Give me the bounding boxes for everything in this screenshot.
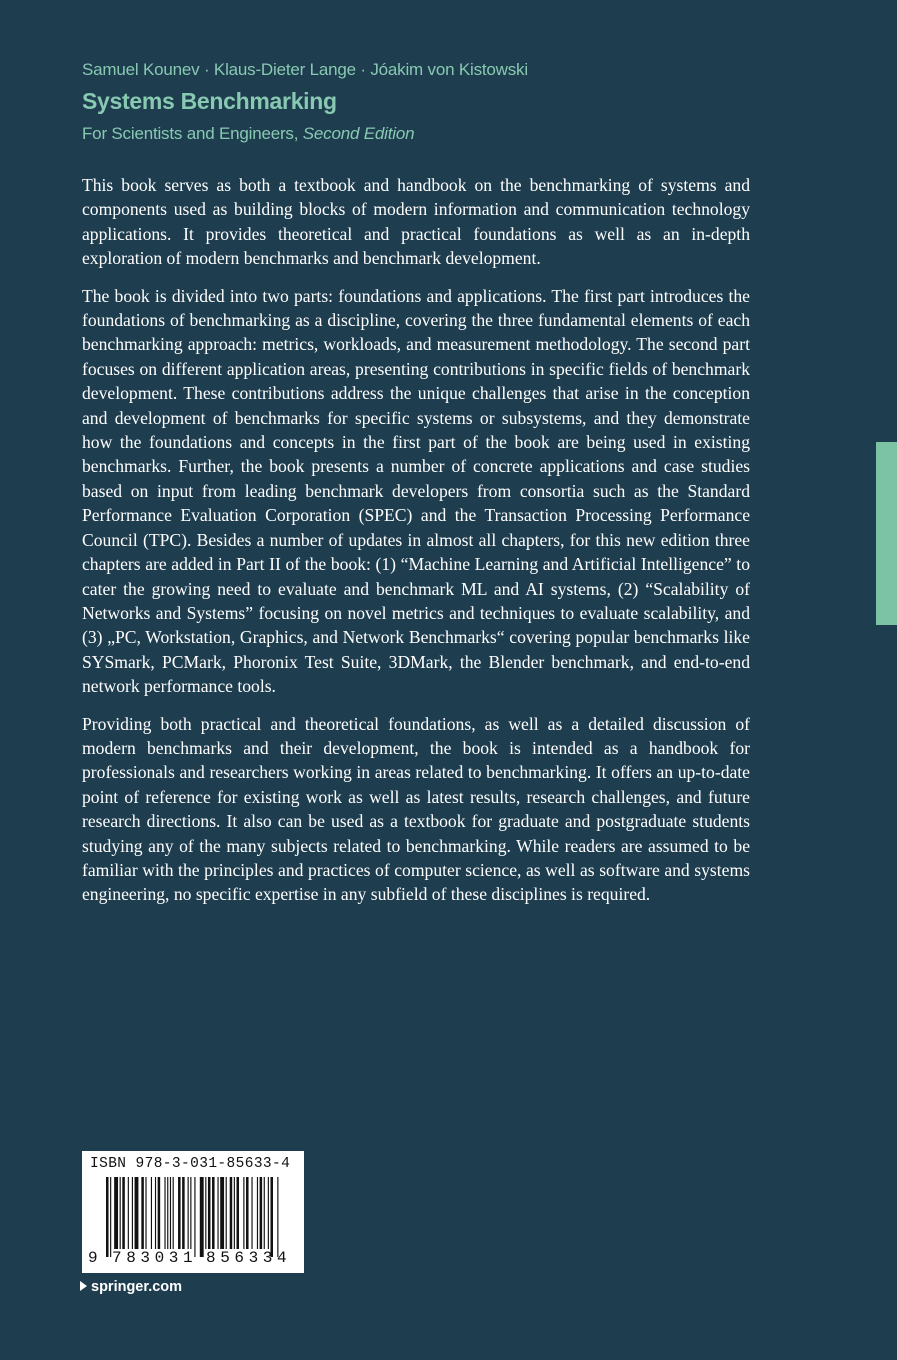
barcode-bar <box>158 1177 161 1249</box>
publisher-website[interactable] <box>80 1279 182 1295</box>
barcode-bar <box>188 1177 189 1249</box>
barcode-bar <box>226 1177 227 1249</box>
blurb-paragraph-1: This book serves as both a textbook and handbook on the benchmarking of systems and components used as building blocks of modern information and communication technology applications. It provides theoretical and practical foundations as well as an in-depth exploration of modern benchmarks and benchmark development. <box>82 175 750 269</box>
barcode-bar <box>208 1177 211 1249</box>
barcode-bar <box>243 1177 244 1249</box>
book-subtitle <box>82 124 414 144</box>
barcode-bar <box>114 1177 118 1249</box>
blurb-paragraph-2: The book is divided into two parts: foundations and applications. The first part introduces the foundations of benchmarking as a discipline, covering the three fundamental elements of each benchmarking approach: metrics, workloads, and measurement methodology. The second part focuses on different application areas, presenting contributions in specific fields of benchmark development. These contributions address the unique challenges that arise in the conception and development of benchmarks for specific systems or subsystems, and they demonstrate how the foundations and concepts in the first part of the book are being used in existing benchmarks. Further, the book presents a number of concrete applications and case studies based on input from leading benchmark developers from consortia such as the Standard Performance Evaluation Corporation (SPEC) and the Transaction Processing Performance Council (TPC). Besides a number of updates in almost all chapters, for this new edition three chapters are added in Part II of the book: (1) “Machine Learning and Artificial Intelligence” to cater the growing need to evaluate and benchmark ML and AI systems, (2) “Scalability of Networks and Systems” focusing on novel metrics and techniques to evaluate scalability, and (3) „PC, Workstation, Graphics, and Network Benchmarks“ covering popular benchmarks like SYSmark, PCMark, Phoronix Test Suite, 3DMark, the Blender benchmark, and end-to-end network performance tools. <box>82 285 750 697</box>
barcode-bar <box>217 1177 218 1249</box>
barcode-bar <box>260 1177 263 1249</box>
barcode-bar <box>167 1177 168 1249</box>
barcode-digits-right: 856334 <box>206 1249 292 1267</box>
barcode-bar <box>145 1177 146 1249</box>
isbn-barcode <box>82 1151 304 1273</box>
barcode-digit-lead: 9 <box>88 1249 98 1267</box>
barcode-bar <box>182 1177 185 1249</box>
barcode-bar <box>128 1177 129 1249</box>
subtitle-main: For Scientists and Engineers, <box>82 124 303 143</box>
subtitle-edition: Second Edition <box>302 124 415 143</box>
barcode-bar <box>151 1177 152 1249</box>
barcode-bar <box>212 1177 215 1249</box>
barcode-bar <box>110 1177 111 1257</box>
barcode-bar <box>246 1177 249 1249</box>
barcode-bar <box>230 1177 233 1249</box>
barcode-bar <box>251 1177 252 1249</box>
barcode-digits-left: 783031 <box>112 1249 198 1267</box>
barcode-bar <box>270 1177 273 1257</box>
barcode-bar <box>141 1177 144 1249</box>
arrow-right-icon <box>80 1281 87 1291</box>
barcode-bar <box>234 1177 235 1249</box>
side-color-tab <box>876 442 897 625</box>
isbn-label: ISBN 978-3-031-85633-4 <box>90 1156 291 1172</box>
publisher-website-text: springer.com <box>91 1279 183 1295</box>
barcode-bar <box>173 1177 174 1249</box>
barcode-bar <box>200 1177 204 1257</box>
barcode-bar <box>170 1177 171 1249</box>
barcode-bar <box>122 1177 125 1249</box>
barcode-bar <box>164 1177 165 1249</box>
barcode-bar <box>190 1177 191 1249</box>
barcode-bar <box>264 1177 265 1249</box>
blurb-text <box>82 173 750 920</box>
barcode-bar <box>237 1177 240 1249</box>
barcode-bar <box>155 1177 156 1249</box>
barcode-bar <box>220 1177 224 1249</box>
barcode-bar <box>277 1177 278 1257</box>
book-title: Systems Benchmarking <box>82 88 337 114</box>
barcode-bar <box>257 1177 258 1249</box>
barcode-bar <box>178 1177 181 1249</box>
barcode-bar <box>268 1177 269 1249</box>
barcode-bar <box>132 1177 133 1249</box>
barcode-bar <box>120 1177 121 1249</box>
barcode-bar <box>135 1177 139 1249</box>
barcode-bar <box>106 1177 109 1257</box>
barcode-bar <box>205 1177 206 1249</box>
barcode-digits <box>82 1249 304 1269</box>
barcode-bar <box>194 1177 195 1257</box>
authors-line: Samuel Kounev · Klaus-Dieter Lange · Jóakim von Kistowski <box>82 60 528 79</box>
blurb-paragraph-3: Providing both practical and theoretical foundations, as well as a detailed discussion of modern benchmarks and their development, the book is intended as a handbook for professionals and researchers working in areas related to benchmarking. It offers an up-to-date point of reference for existing work as well as latest results, research challenges, and future research directions. It also can be used as a textbook for graduate and postgraduate students studying any of the many subjects related to benchmarking. While readers are assumed to be familiar with the principles and practices of computer science, as well as software and systems engineering, no specific expertise in any subfield of these disciplines is required. <box>82 713 750 905</box>
